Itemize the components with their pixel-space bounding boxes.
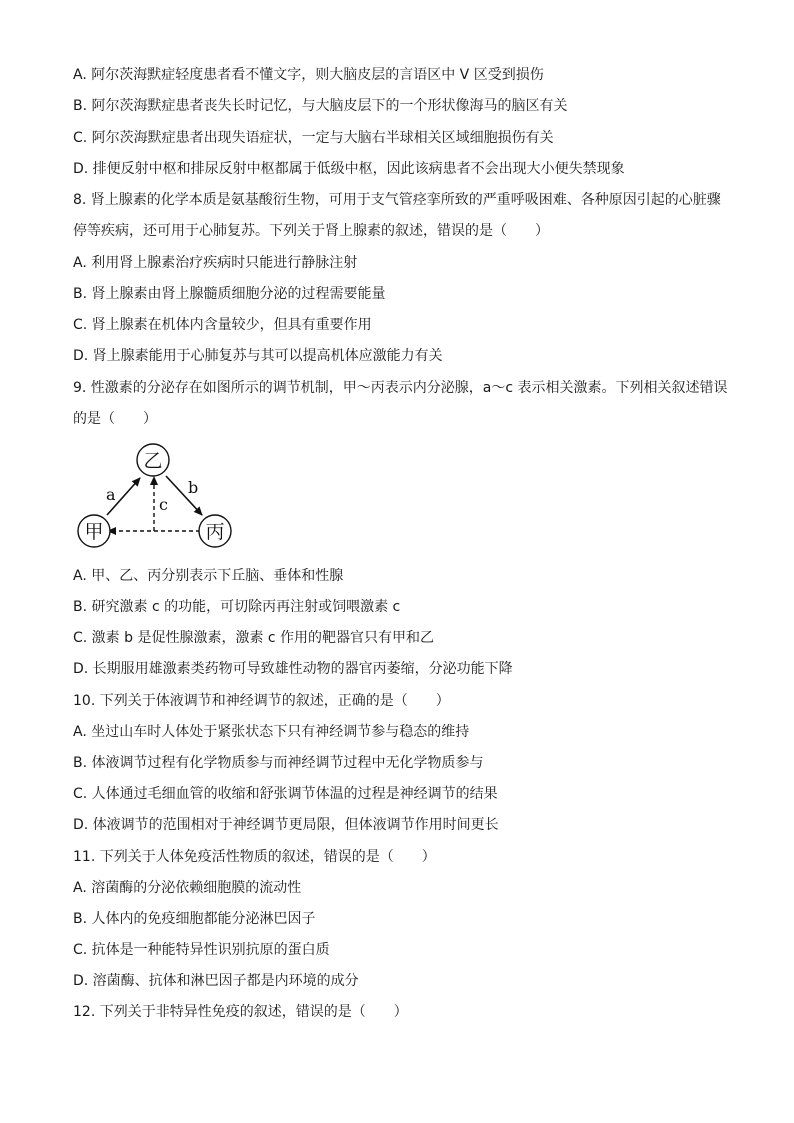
q7-option-a: A. 阿尔茨海默症轻度患者看不懂文字，则大脑皮层的言语区中 V 区受到损伤 [73,67,544,83]
q10-option-a: A. 坐过山车时人体处于紧张状态下只有神经调节参与稳态的维持 [73,724,470,740]
q8-option-a: A. 利用肾上腺素治疗疾病时只能进行静脉注射 [73,255,358,271]
q11-option-a: A. 溶菌酶的分泌依赖细胞膜的流动性 [73,880,302,896]
q9-stem-line1: 9. 性激素的分泌存在如图所示的调节机制，甲～丙表示内分泌腺，a～c 表示相关激素。下列相关叙述错误 [73,380,728,396]
q10-stem: 10. 下列关于体液调节和神经调节的叙述，正确的是（ ） [73,693,450,709]
q11-stem: 11. 下列关于人体免疫活性物质的叙述，错误的是（ ） [73,849,436,865]
q10-option-d: D. 体液调节的范围相对于神经调节更局限，但体液调节作用时间更长 [73,817,499,833]
node-yi-label: 乙 [143,450,163,472]
node-bing-label: 丙 [205,521,225,543]
q7-option-d: D. 排便反射中枢和排尿反射中枢都属于低级中枢，因此该病患者不会出现大小便失禁现象 [73,161,625,177]
q9-option-c: C. 激素 b 是促性腺激素，激素 c 作用的靶器官只有甲和乙 [73,630,435,646]
q9-stem-line2: 的是（ ） [73,411,157,427]
node-jia-label: 甲 [84,521,104,543]
label-b: b [188,478,199,497]
q8-option-d: D. 肾上腺素能用于心肺复苏与其可以提高机体应激能力有关 [73,348,443,364]
label-a: a [106,485,116,504]
q11-option-b: B. 人体内的免疫细胞都能分泌淋巴因子 [73,911,316,927]
q9-option-a: A. 甲、乙、丙分别表示下丘脑、垂体和性腺 [73,568,344,584]
q7-option-c: C. 阿尔茨海默症患者出现失语症状，一定与大脑右半球相关区域细胞损伤有关 [73,130,554,146]
q10-option-c: C. 人体通过毛细血管的收缩和舒张调节体温的过程是神经调节的结果 [73,786,498,802]
q8-stem-line1: 8. 肾上腺素的化学本质是氨基酸衍生物，可用于支气管痉挛所致的严重呼吸困难、各种原因引起的心脏骤 [73,192,721,208]
label-c: c [159,495,168,514]
q11-option-c: C. 抗体是一种能特异性识别抗原的蛋白质 [73,942,330,958]
q9-option-b: B. 研究激素 c 的功能，可切除丙再注射或饲喂激素 c [73,599,401,615]
q8-option-b: B. 肾上腺素由肾上腺髓质细胞分泌的过程需要能量 [73,286,386,302]
q9-option-d: D. 长期服用雄激素类药物可导致雄性动物的器官丙萎缩，分泌功能下降 [73,661,513,677]
q11-option-d: D. 溶菌酶、抗体和淋巴因子都是内环境的成分 [73,973,359,989]
q10-option-b: B. 体液调节过程有化学物质参与而神经调节过程中无化学物质参与 [73,755,484,771]
q7-option-b: B. 阿尔茨海默症患者丧失长时记忆，与大脑皮层下的一个形状像海马的脑区有关 [73,98,568,114]
hormone-regulation-diagram [72,440,242,555]
q12-stem: 12. 下列关于非特异性免疫的叙述，错误的是（ ） [73,1004,408,1020]
q8-stem-line2: 停等疾病，还可用于心肺复苏。下列关于肾上腺素的叙述，错误的是（ ） [73,223,549,239]
q8-option-c: C. 肾上腺素在机体内含量较少，但具有重要作用 [73,317,372,333]
